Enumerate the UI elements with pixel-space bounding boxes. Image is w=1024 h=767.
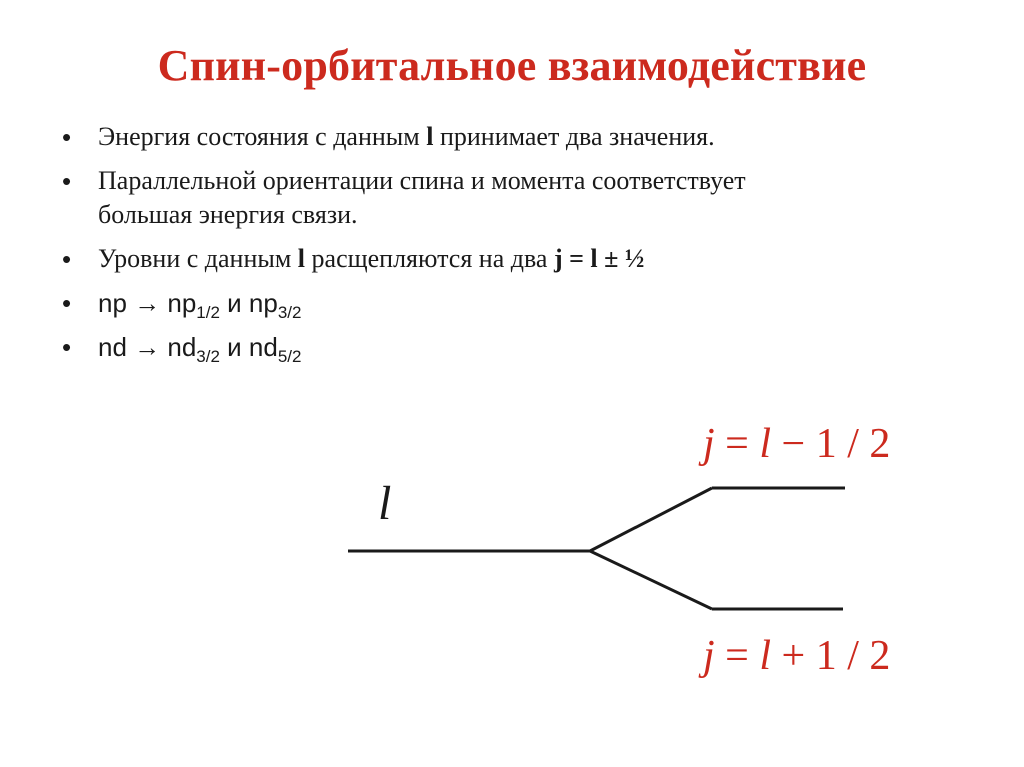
formula-upper-l: l xyxy=(759,421,772,467)
bullet-text-line1: Параллельной ориентации спина и момента соответствует xyxy=(98,166,746,195)
split-branch-upper xyxy=(590,488,712,551)
formula-upper-eq: = xyxy=(714,421,760,467)
bullet-dot: • xyxy=(62,332,72,362)
formula-lower-eq: = xyxy=(714,633,760,679)
nd-pre: nd → nd xyxy=(98,332,197,362)
formula-lower-l: l xyxy=(759,633,772,679)
nd-sub1: 3/2 xyxy=(196,347,220,366)
formula-upper xyxy=(703,420,890,468)
np-pre: np → np xyxy=(98,288,197,318)
bullet-text: Уровни с данным xyxy=(98,244,298,273)
split-branch-lower xyxy=(590,551,712,609)
bullet-bold-l: l xyxy=(297,244,306,273)
bullet-bold-l: l xyxy=(426,122,434,151)
bullet-text: расщепляются на два xyxy=(305,244,554,273)
bullet-item-np xyxy=(62,286,982,320)
bullet-dot: • xyxy=(62,166,72,196)
bullet-item-nd xyxy=(62,330,982,364)
bullet-text-line2: большая энергия связи. xyxy=(98,200,358,229)
np-sub2: 3/2 xyxy=(277,303,302,322)
bullet-item-splitting xyxy=(62,242,982,276)
formula-upper-j: j xyxy=(703,421,715,467)
formula-lower-rest: + 1 / 2 xyxy=(771,633,891,679)
bullet-dot: • xyxy=(62,288,72,318)
np-sub1: 1/2 xyxy=(196,303,220,322)
nd-sub2: 5/2 xyxy=(277,347,302,366)
bullet-dot: • xyxy=(62,244,72,274)
bullet-dot: • xyxy=(62,122,72,152)
np-mid: и np xyxy=(219,288,278,318)
slide-title: Спин-орбитальное взаимодействие xyxy=(157,41,867,90)
bullet-text: принимает два значения. xyxy=(433,122,715,151)
nd-mid: и nd xyxy=(219,332,278,362)
level-label-l: l xyxy=(378,477,392,530)
bullet-item-energy xyxy=(62,120,982,154)
formula-lower xyxy=(703,632,890,680)
bullet-item-orientation xyxy=(62,164,982,232)
bullet-text: Энергия состояния с данным xyxy=(98,122,427,151)
formula-lower-j: j xyxy=(703,633,715,679)
bullet-bold-j: j = l ± ½ xyxy=(553,244,645,273)
formula-upper-rest: − 1 / 2 xyxy=(771,421,891,467)
bullet-list xyxy=(62,120,982,374)
